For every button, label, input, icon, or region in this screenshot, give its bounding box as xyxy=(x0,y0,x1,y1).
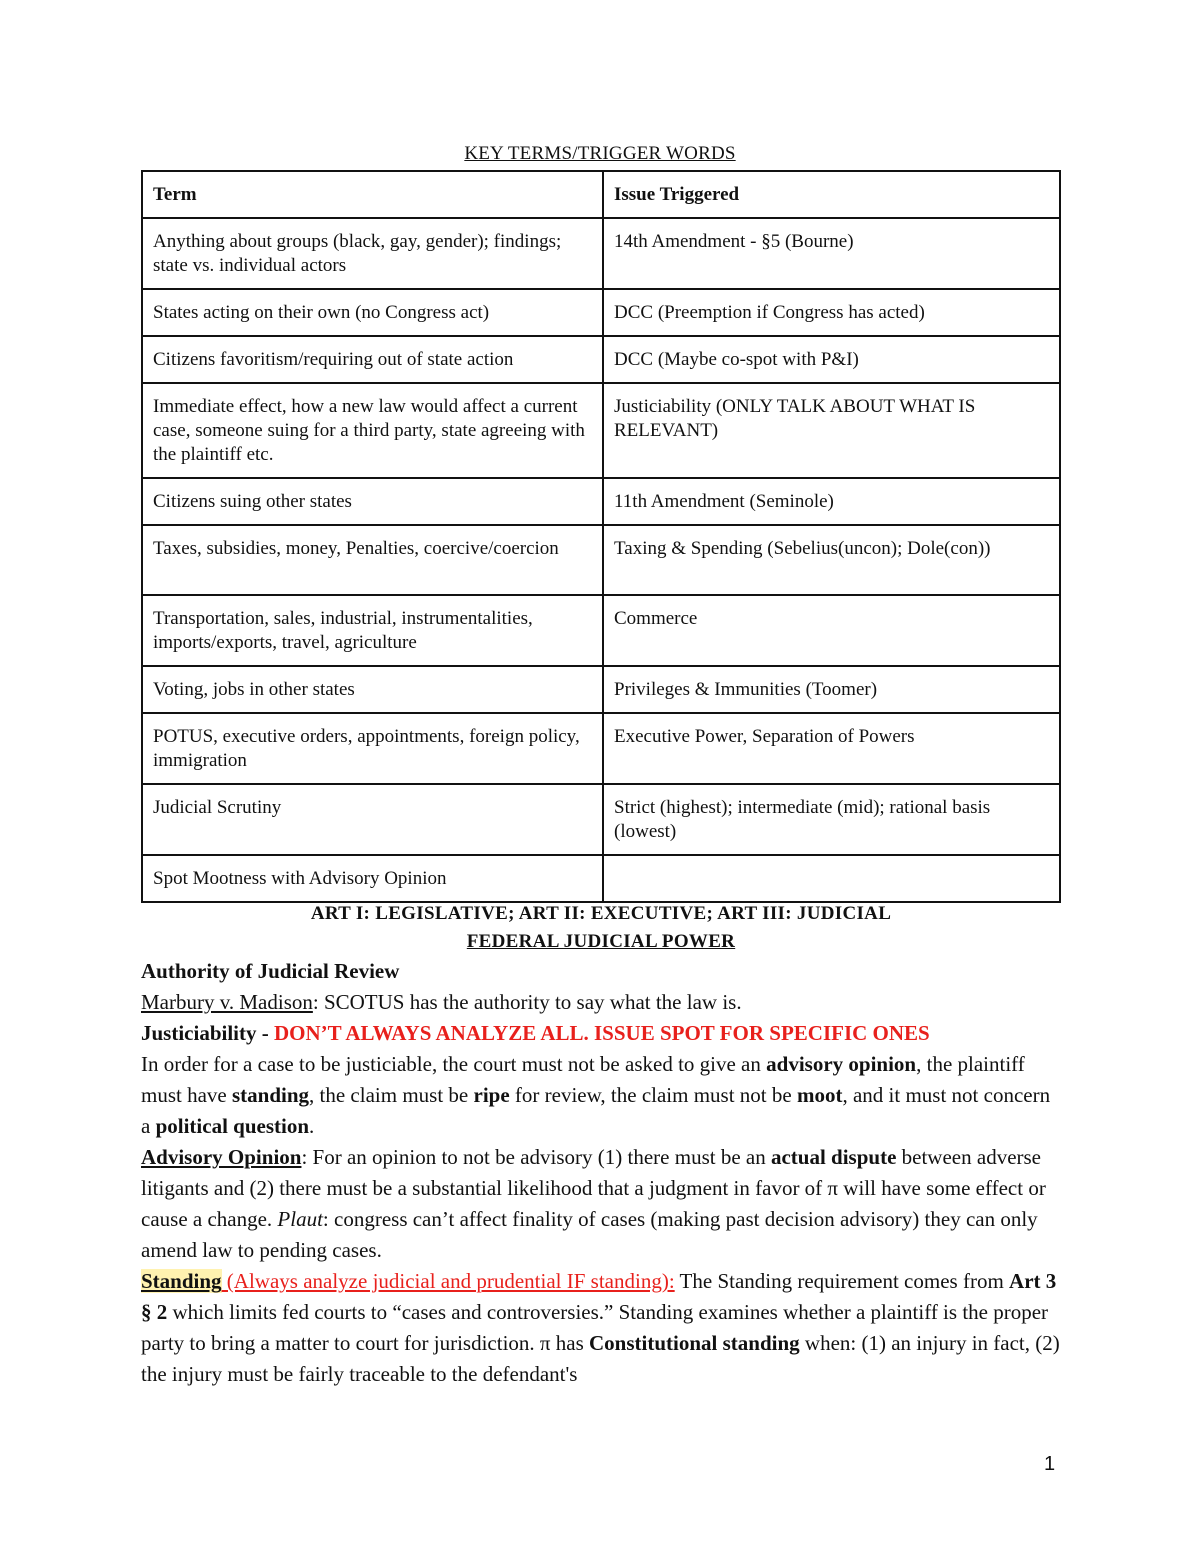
text-run: which limits fed courts to “cases and controversies.” Standing examines whether a plaintiff is the proper party to bring a matter to court for jurisdiction. π has xyxy=(141,1300,1049,1355)
term-cell: Anything about groups (black, gay, gender); findings; state vs. individual actors xyxy=(142,218,603,289)
term-cell: Transportation, sales, industrial, instrumentalities, imports/exports, travel, agriculture xyxy=(142,595,603,666)
text-run: The Standing requirement comes from xyxy=(674,1269,1010,1293)
page-number: 1 xyxy=(1044,1453,1056,1475)
term-standing: standing xyxy=(231,1083,310,1107)
text-run: between adverse litigants and (2) there must be a substantial likelihood that a judgment in favor of π will have some effect or cause a change. xyxy=(141,1145,1046,1231)
issue-cell: Executive Power, Separation of Powers xyxy=(603,713,1060,784)
table-row xyxy=(142,336,1060,383)
issue-cell: Taxing & Spending (Sebelius(uncon); Dole(con)) xyxy=(603,525,1060,595)
issue-cell: Commerce xyxy=(603,595,1060,666)
text-run: , the plaintiff must have xyxy=(141,1052,1025,1107)
table-row xyxy=(142,666,1060,713)
table-row xyxy=(142,383,1060,478)
key-terms-table xyxy=(141,170,1061,903)
table-row xyxy=(142,478,1060,525)
issue-cell xyxy=(603,855,1060,902)
issue-cell: Strict (highest); intermediate (mid); rational basis (lowest) xyxy=(603,784,1060,855)
document-body xyxy=(141,900,1061,1390)
table-row xyxy=(142,713,1060,784)
text-run: , the claim must be xyxy=(309,1083,474,1107)
text-run: : For an opinion to not be advisory (1) there must be an xyxy=(301,1145,771,1169)
table-row xyxy=(142,855,1060,902)
term-art-3-sec-2: Art 3 § 2 xyxy=(141,1269,1057,1324)
table-row xyxy=(142,218,1060,289)
issue-cell: DCC (Maybe co-spot with P&I) xyxy=(603,336,1060,383)
judicial-review-heading xyxy=(141,956,1061,987)
justiciability-paragraph xyxy=(141,1049,1061,1142)
issue-cell: 14th Amendment - §5 (Bourne) xyxy=(603,218,1060,289)
table-row xyxy=(142,784,1060,855)
issue-cell: 11th Amendment (Seminole) xyxy=(603,478,1060,525)
term-actual-dispute: actual dispute xyxy=(770,1145,897,1169)
term-cell: Taxes, subsidies, money, Penalties, coercive/coercion xyxy=(142,525,603,595)
term-cell: Spot Mootness with Advisory Opinion xyxy=(142,855,603,902)
table-row xyxy=(142,289,1060,336)
term-cell: Judicial Scrutiny xyxy=(142,784,603,855)
advisory-opinion-title: Advisory Opinion xyxy=(141,1145,302,1169)
section-heading: FEDERAL JUDICIAL POWER xyxy=(466,931,736,952)
table-row xyxy=(142,525,1060,595)
issue-cell: DCC (Preemption if Congress has acted) xyxy=(603,289,1060,336)
judicial-review-text: : SCOTUS has the authority to say what the law is. xyxy=(312,990,742,1014)
text-run: when: (1) an injury in fact, (2) the injury must be fairly traceable to the defendant's xyxy=(141,1331,1060,1386)
text-run: In order for a case to be justiciable, the court must not be asked to give an xyxy=(141,1052,767,1076)
term-constitutional-standing: Constitutional standing xyxy=(589,1331,800,1355)
judicial-review-paragraph xyxy=(141,987,1061,1018)
issue-cell: Privileges & Immunities (Toomer) xyxy=(603,666,1060,713)
standing-title: Standing xyxy=(141,1269,222,1293)
term-cell: Immediate effect, how a new law would affect a current case, someone suing for a third party, state agreeing with the plaintiff etc. xyxy=(142,383,603,478)
term-ripe: ripe xyxy=(473,1083,510,1107)
term-cell: Citizens suing other states xyxy=(142,478,603,525)
standing-note: (Always analyze judicial and prudential IF standing): xyxy=(221,1269,675,1293)
issue-cell: Justiciability (ONLY TALK ABOUT WHAT IS RELEVANT) xyxy=(603,383,1060,478)
column-header-term: Term xyxy=(142,171,603,218)
text-run: for review, the claim must not be xyxy=(509,1083,797,1107)
table-header-row xyxy=(142,171,1060,218)
term-cell: POTUS, executive orders, appointments, foreign policy, immigration xyxy=(142,713,603,784)
case-name-marbury: Marbury v. Madison xyxy=(141,990,313,1014)
justiciability-heading xyxy=(141,1018,1061,1049)
term-cell: States acting on their own (no Congress act) xyxy=(142,289,603,336)
text-run: . xyxy=(309,1114,315,1138)
case-name-plaut: Plaut xyxy=(277,1207,323,1231)
standing-paragraph xyxy=(141,1266,1061,1390)
term-political-question: political question xyxy=(155,1114,310,1138)
justiciability-title: Justiciability - xyxy=(141,1021,275,1045)
text-run: , and it must not concern a xyxy=(141,1083,1051,1138)
articles-heading: ART I: LEGISLATIVE; ART II: EXECUTIVE; ART III: JUDICIAL xyxy=(310,903,892,924)
judicial-review-title: Authority of Judicial Review xyxy=(141,959,400,983)
page-title: KEY TERMS/TRIGGER WORDS xyxy=(464,143,736,164)
advisory-paragraph xyxy=(141,1142,1061,1266)
term-cell: Voting, jobs in other states xyxy=(142,666,603,713)
term-cell: Citizens favoritism/requiring out of state action xyxy=(142,336,603,383)
justiciability-warning: DON’T ALWAYS ANALYZE ALL. ISSUE SPOT FOR SPECIFIC ONES xyxy=(274,1021,930,1045)
table-row xyxy=(142,595,1060,666)
column-header-issue: Issue Triggered xyxy=(603,171,1060,218)
text-run: : congress can’t affect finality of cases (making past decision advisory) they can only amend law to pending cases. xyxy=(141,1207,1038,1262)
term-advisory-opinion: advisory opinion xyxy=(766,1052,917,1076)
term-moot: moot xyxy=(796,1083,843,1107)
